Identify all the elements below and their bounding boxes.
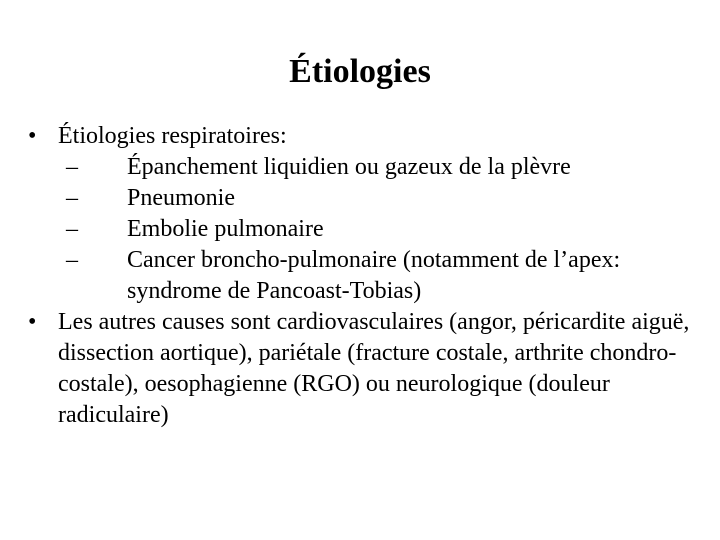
- sub-bullet-text: Cancer broncho-pulmonaire (notamment de l’apex: syndrome de Pancoast-Tobias): [127, 247, 621, 304]
- sub-bullet-text: Épanchement liquidien ou gazeux de la plèvre: [127, 154, 571, 180]
- sub-bullet-item: [66, 245, 708, 307]
- bullet-marker: •: [28, 309, 37, 335]
- bullet-text: Les autres causes sont cardiovasculaires (angor, péricardite aiguë, dissection aortique), pariétale (fracture costale, arthrite chondro-costale), oesophagienne (RGO) ou neurologique (douleur radiculaire): [58, 309, 690, 428]
- sub-bullet-item: [66, 152, 708, 183]
- dash-marker: –: [66, 216, 78, 242]
- bullet-marker: •: [28, 123, 37, 149]
- bullet-text: Étiologies respiratoires:: [58, 123, 287, 149]
- sub-bullet-item: [66, 214, 708, 245]
- dash-marker: –: [66, 247, 78, 273]
- slide-title: Étiologies: [289, 53, 431, 90]
- sub-bullet-text: Embolie pulmonaire: [127, 216, 324, 242]
- bullet-item: [28, 121, 708, 152]
- dash-marker: –: [66, 185, 78, 211]
- bullet-item: [28, 307, 708, 431]
- sub-list: [28, 152, 708, 307]
- sub-bullet-item: [66, 183, 708, 214]
- slide-content: [28, 121, 708, 431]
- sub-bullet-text: Pneumonie: [127, 185, 235, 211]
- dash-marker: –: [66, 154, 78, 180]
